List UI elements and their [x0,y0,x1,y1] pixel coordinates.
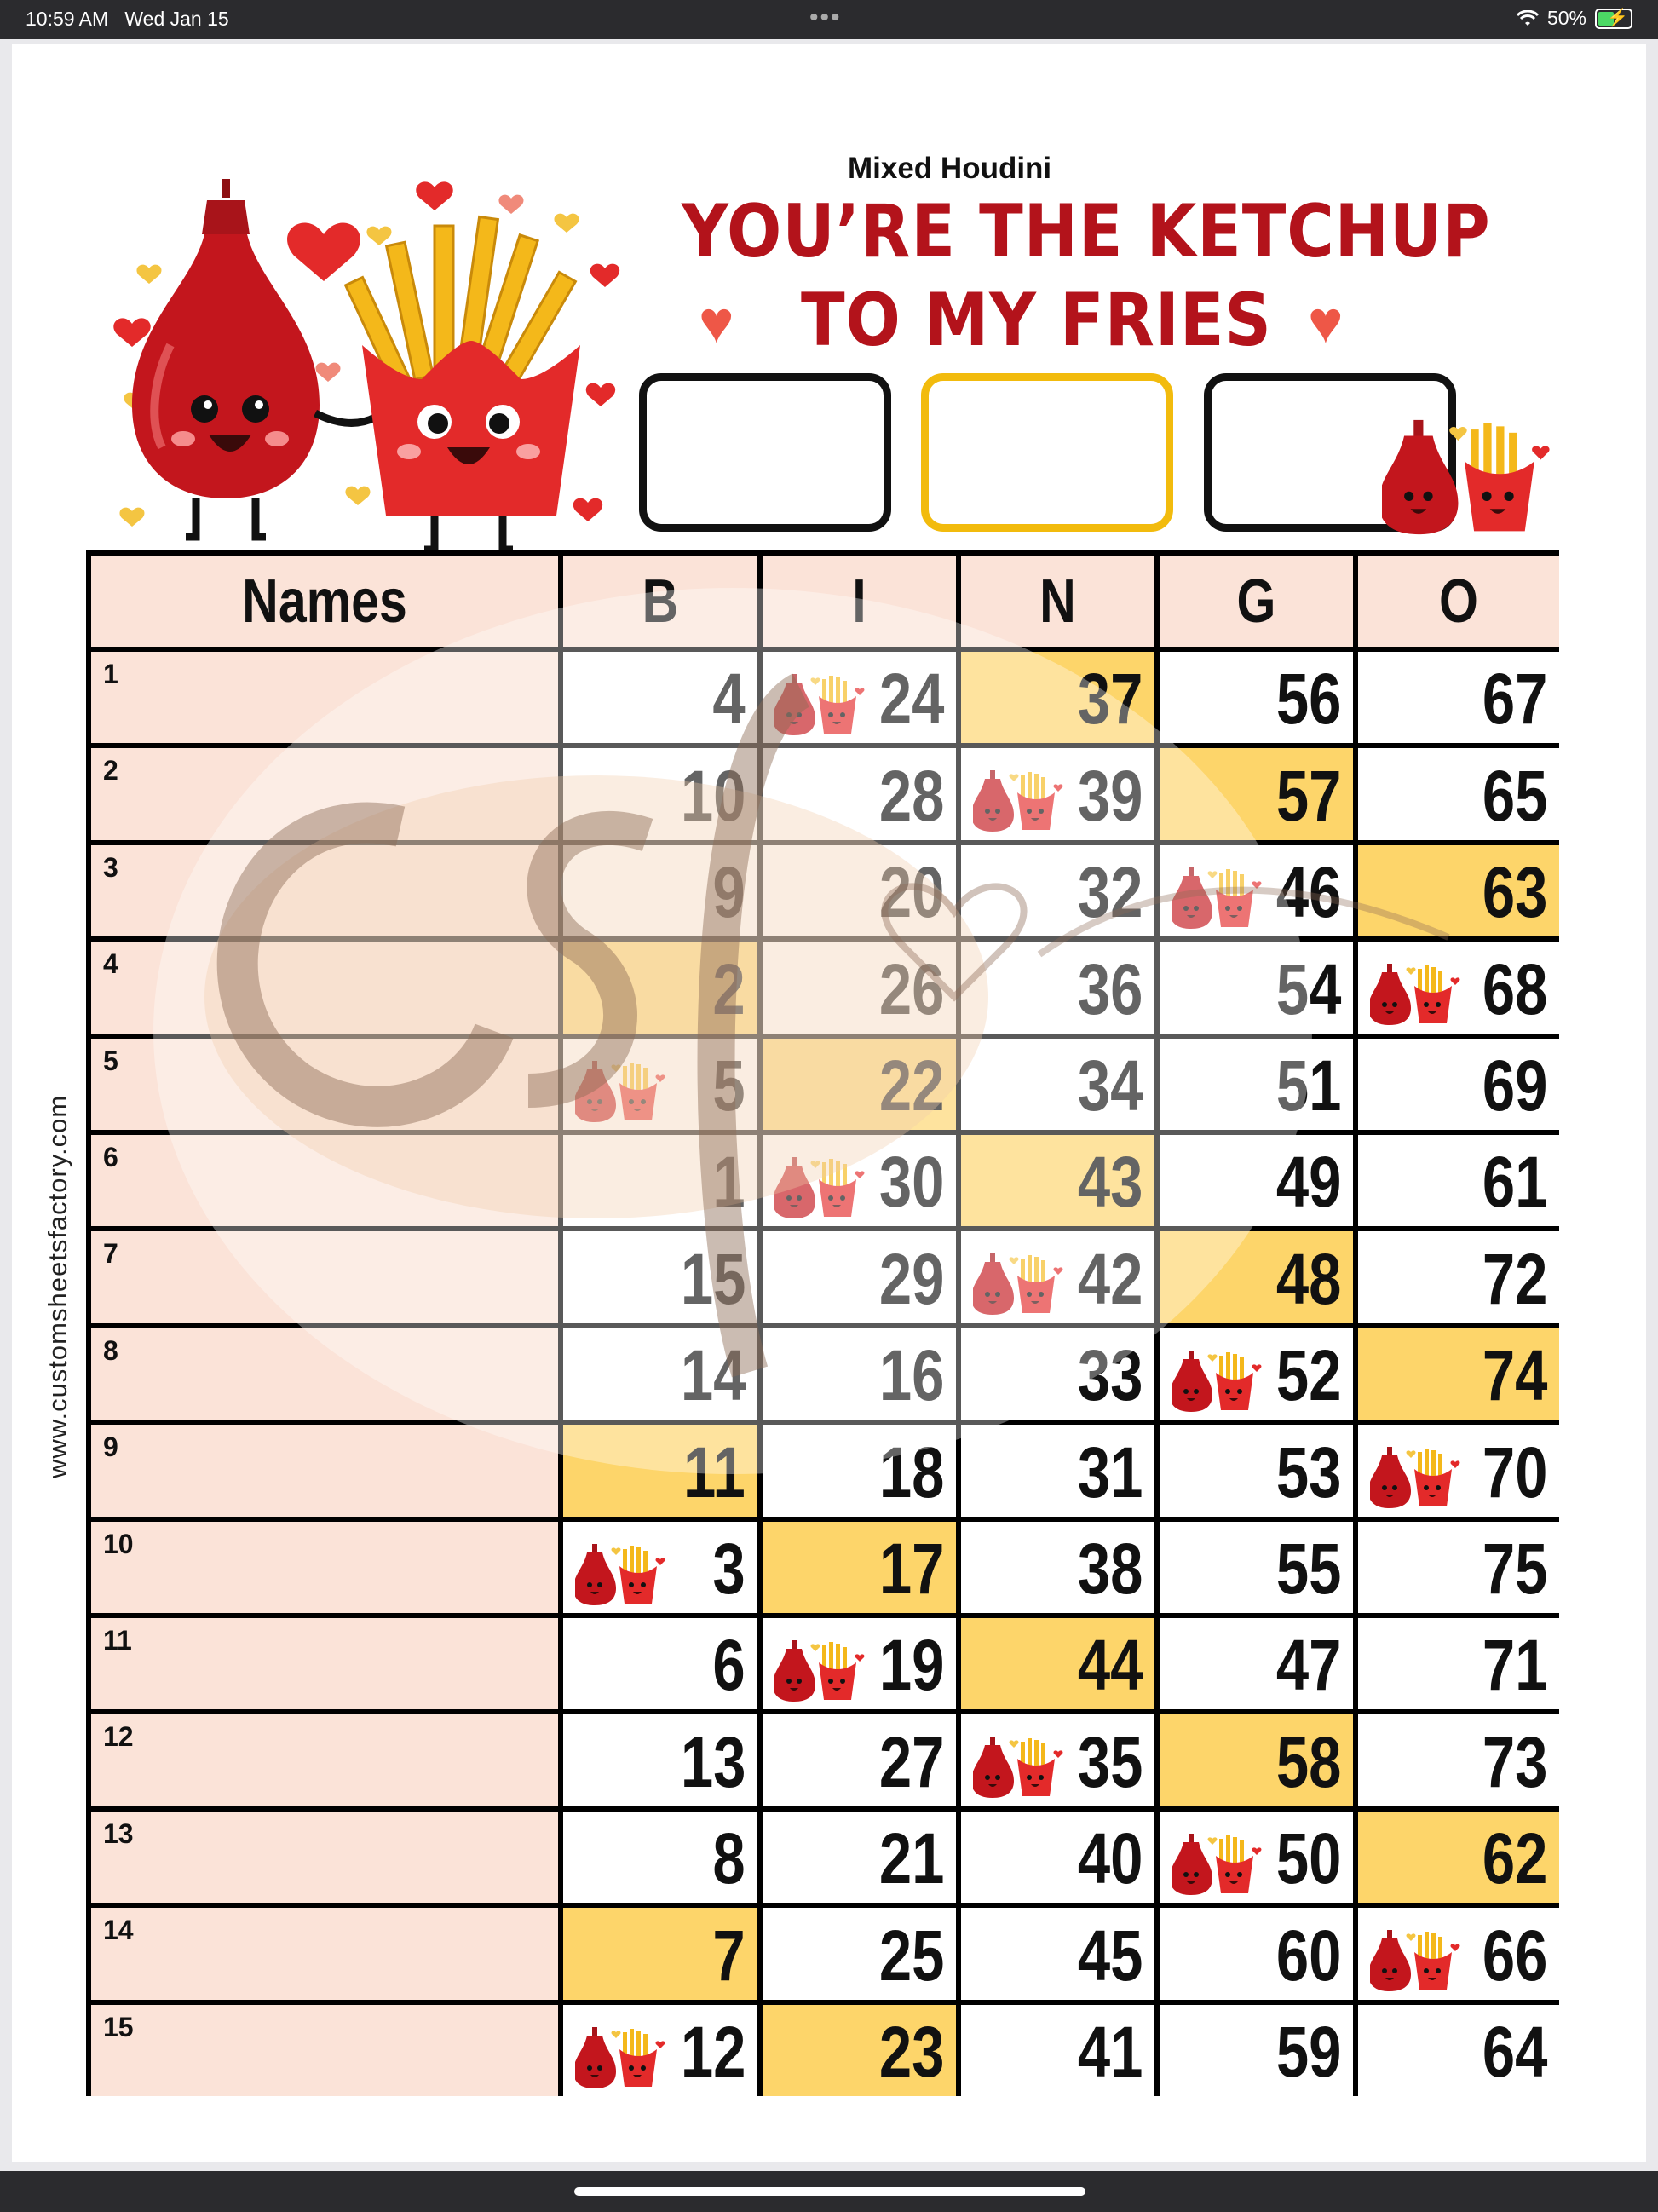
bingo-number: 11 [683,1431,746,1512]
bingo-number: 2 [712,948,746,1029]
bingo-number-cell[interactable] [563,652,757,743]
mini-mascots-icon [1382,409,1557,545]
column-letter: B [642,567,679,636]
bingo-number: 27 [878,1721,944,1802]
bingo-number-cell[interactable] [763,748,956,839]
bingo-number-cell[interactable] [763,942,956,1033]
bingo-number-cell[interactable] [563,1135,757,1226]
row-number: 5 [103,1045,118,1076]
bingo-number-cell[interactable] [563,1522,757,1613]
bingo-number-cell[interactable] [961,1812,1154,1903]
bingo-number: 56 [1275,659,1341,740]
row-number: 1 [103,659,118,689]
bingo-number-cell[interactable] [563,1039,757,1130]
ketchup-fries-icon [1172,866,1265,930]
bingo-number-cell[interactable] [763,1328,956,1420]
name-entry-row[interactable] [91,1908,558,1999]
bingo-number: 40 [1077,1818,1143,1899]
bingo-number-cell[interactable] [563,845,757,936]
bingo-number: 43 [1077,1142,1143,1223]
bingo-number: 69 [1482,1045,1547,1126]
bingo-number-cell[interactable] [961,1135,1154,1226]
name-entry-row[interactable] [91,652,558,743]
bingo-number: 24 [878,659,944,740]
row-number: 6 [103,1142,118,1172]
bingo-number-cell[interactable] [1160,1812,1353,1903]
bingo-number: 46 [1275,852,1341,933]
column-header-i [763,556,956,647]
bingo-number: 22 [878,1045,944,1126]
bingo-number-cell[interactable] [1358,1425,1559,1516]
bingo-number-cell[interactable] [1160,1908,1353,1999]
bingo-number: 9 [712,852,746,933]
bingo-number: 75 [1482,1528,1547,1609]
ketchup-fries-icon [1172,1832,1265,1897]
bingo-number-cell[interactable] [763,1231,956,1322]
bingo-number: 73 [1482,1721,1547,1802]
bingo-number: 26 [878,948,944,1029]
row-number: 13 [103,1817,134,1849]
heart-icon: ♥ [1308,289,1344,355]
bingo-number: 31 [1077,1431,1143,1512]
row-number: 8 [103,1334,118,1366]
bingo-number-cell[interactable] [1160,1618,1353,1709]
bingo-number: 6 [712,1625,746,1706]
bingo-number: 4 [712,659,746,740]
bingo-number: 63 [1482,852,1547,933]
bingo-number-cell[interactable] [763,1425,956,1516]
ketchup-fries-mascots [111,175,639,558]
bingo-number-cell[interactable] [563,942,757,1033]
bingo-number: 5 [712,1045,746,1126]
bingo-number-cell[interactable] [1160,2005,1353,2096]
column-header-g [1160,556,1353,647]
bingo-number: 32 [1077,852,1143,933]
bingo-number-cell[interactable] [1358,748,1559,839]
heart-icon: ♥ [699,289,734,355]
bingo-number-cell[interactable] [1358,1039,1559,1130]
home-indicator[interactable] [574,2187,1085,2196]
bingo-number: 59 [1275,2011,1341,2092]
bingo-number-cell[interactable] [563,1908,757,1999]
bingo-number: 66 [1482,1915,1547,1996]
bingo-number-cell[interactable] [763,1039,956,1130]
bingo-number: 70 [1482,1431,1547,1512]
bingo-number: 36 [1077,948,1143,1029]
bingo-number: 7 [712,1915,746,1996]
bingo-number: 37 [1077,659,1143,740]
bingo-number-cell[interactable] [563,1618,757,1709]
name-entry-row[interactable] [91,845,558,936]
bingo-number-cell[interactable] [1358,845,1559,936]
bingo-number: 52 [1275,1335,1341,1416]
bingo-number: 45 [1077,1915,1143,1996]
bingo-number-cell[interactable] [961,1618,1154,1709]
bingo-number: 3 [712,1528,746,1609]
bingo-number: 20 [878,852,944,933]
ketchup-fries-icon [575,1059,669,1124]
bingo-number: 44 [1077,1625,1143,1706]
column-letter: G [1236,567,1276,636]
column-letter: O [1439,567,1478,636]
bingo-number: 18 [878,1431,944,1512]
bingo-number: 1 [712,1142,746,1223]
bingo-number-cell[interactable] [1160,942,1353,1033]
ketchup-fries-icon [973,1252,1067,1316]
ketchup-fries-icon [774,672,868,737]
bingo-number-cell[interactable] [961,1231,1154,1322]
row-number: 2 [103,755,118,786]
name-entry-row[interactable] [91,1039,558,1130]
name-entry-row[interactable] [91,1425,558,1516]
bingo-number-cell[interactable] [1358,1522,1559,1613]
row-number: 7 [103,1238,118,1270]
bingo-number-cell[interactable] [961,748,1154,839]
bingo-number: 13 [680,1721,746,1802]
bingo-number: 25 [878,1915,944,1996]
bingo-number-cell[interactable] [763,1135,956,1226]
battery-percent: 50% [1546,7,1586,29]
bingo-number: 38 [1077,1528,1143,1609]
bingo-number-cell[interactable] [763,2005,956,2096]
ketchup-fries-icon [1172,1349,1265,1414]
bingo-number: 10 [680,755,746,836]
bingo-number-cell[interactable] [563,1714,757,1806]
bingo-number: 68 [1482,948,1547,1029]
bingo-number-cell[interactable] [1358,1135,1559,1226]
bingo-number-cell[interactable] [1160,652,1353,743]
name-entry-row[interactable] [91,1618,558,1709]
names-header [91,556,558,647]
bingo-number-cell[interactable] [961,942,1154,1033]
status-time-date: 10:59 AM Wed Jan 15 [26,8,229,30]
bingo-number: 65 [1482,755,1547,836]
bingo-number: 33 [1077,1335,1143,1416]
row-number: 9 [103,1431,118,1463]
bingo-number: 21 [878,1818,944,1899]
row-number: 12 [103,1721,134,1753]
bingo-number: 16 [878,1335,944,1416]
bingo-number-cell[interactable] [1160,1522,1353,1613]
bingo-number-cell[interactable] [1160,748,1353,839]
bingo-number-cell[interactable] [1358,942,1559,1033]
bingo-number-cell[interactable] [1160,845,1353,936]
bingo-number: 74 [1482,1335,1547,1416]
name-entry-row[interactable] [91,1714,558,1806]
bingo-number-cell[interactable] [1358,1231,1559,1322]
prize-box-2[interactable] [921,373,1173,532]
bingo-number: 67 [1482,659,1547,740]
bingo-number: 55 [1275,1528,1341,1609]
ketchup-fries-icon [1370,1445,1464,1510]
bingo-number-cell[interactable] [1358,1328,1559,1420]
bingo-number: 48 [1275,1238,1341,1319]
bingo-number-cell[interactable] [1160,1231,1353,1322]
bingo-number-cell[interactable] [1358,1812,1559,1903]
side-url: www.customsheetsfactory.com [43,1094,72,1478]
bingo-number-cell[interactable] [1160,1039,1353,1130]
bingo-number: 60 [1275,1915,1341,1996]
bingo-number: 54 [1275,948,1341,1029]
bingo-number: 35 [1077,1721,1143,1802]
bingo-number: 30 [878,1142,944,1223]
status-right [1517,7,1632,30]
bingo-number: 42 [1077,1238,1143,1319]
name-entry-row[interactable] [91,942,558,1033]
bingo-number-cell[interactable] [563,748,757,839]
battery-icon: ⚡ [1595,9,1632,29]
bingo-number-cell[interactable] [961,1714,1154,1806]
prize-box-1[interactable] [639,373,891,532]
bingo-number: 61 [1482,1142,1547,1223]
ketchup-fries-icon [1370,962,1464,1027]
ketchup-fries-icon [575,2025,669,2090]
status-bar [0,0,1658,39]
bingo-number-cell[interactable] [961,845,1154,936]
bingo-number: 71 [1482,1625,1547,1706]
bingo-number-cell[interactable] [563,1328,757,1420]
row-number: 11 [103,1625,132,1656]
bingo-number-cell[interactable] [563,1812,757,1903]
bingo-number: 12 [680,2011,746,2092]
bingo-number-cell[interactable] [961,1039,1154,1130]
multitask-dots[interactable]: ••• [809,3,842,32]
bingo-number: 41 [1077,2011,1143,2092]
name-entry-row[interactable] [91,1231,558,1322]
bingo-number: 49 [1275,1142,1341,1223]
bingo-number-cell[interactable] [1358,652,1559,743]
column-letter: I [852,567,866,636]
wifi-icon [1517,10,1539,27]
name-entry-row[interactable] [91,748,558,839]
ketchup-fries-icon [973,769,1067,833]
row-number: 4 [103,948,118,980]
bingo-number: 28 [878,755,944,836]
bingo-number-cell[interactable] [1358,1908,1559,1999]
bingo-number: 53 [1275,1431,1341,1512]
bingo-number: 50 [1275,1818,1341,1899]
bingo-number-cell[interactable] [961,652,1154,743]
bingo-number: 17 [878,1528,944,1609]
row-number: 14 [103,1915,134,1946]
title-line-1: YOU’RE THE KETCHUP [682,189,1491,274]
column-header-b [563,556,757,647]
ketchup-fries-icon [575,1542,669,1607]
row-number: 15 [103,2011,134,2042]
ketchup-fries-icon [1370,1928,1464,1993]
bingo-number-cell[interactable] [763,1522,956,1613]
bingo-number-cell[interactable] [961,1425,1154,1516]
column-header-n [961,556,1154,647]
bingo-number-cell[interactable] [961,1328,1154,1420]
bingo-number-cell[interactable] [763,652,956,743]
bingo-grid [86,550,1559,2096]
bingo-number-cell[interactable] [763,1714,956,1806]
bingo-number-cell[interactable] [1160,1425,1353,1516]
bingo-number-cell[interactable] [1160,1714,1353,1806]
bingo-number-cell[interactable] [1160,1328,1353,1420]
ketchup-fries-icon [774,1155,868,1220]
column-header-o [1358,556,1559,647]
game-name: Mixed Houdini [848,152,1052,185]
bingo-number-cell[interactable] [961,1522,1154,1613]
bingo-number-cell[interactable] [1160,1135,1353,1226]
name-entry-row[interactable] [91,1522,558,1613]
bingo-number: 19 [878,1625,944,1706]
bingo-number-cell[interactable] [563,1231,757,1322]
bingo-number-cell[interactable] [563,1425,757,1516]
bingo-number-cell[interactable] [763,1812,956,1903]
bingo-number-cell[interactable] [1358,1714,1559,1806]
ketchup-fries-icon [774,1639,868,1703]
bingo-number: 62 [1482,1818,1547,1899]
bingo-number-cell[interactable] [961,2005,1154,2096]
name-entry-row[interactable] [91,2005,558,2096]
ketchup-fries-icon [973,1735,1067,1800]
bingo-number-cell[interactable] [961,1908,1154,1999]
bingo-number-cell[interactable] [763,1908,956,1999]
bingo-number-cell[interactable] [563,2005,757,2096]
name-entry-row[interactable] [91,1328,558,1420]
bingo-number: 8 [712,1818,746,1899]
bingo-number: 34 [1077,1045,1143,1126]
bingo-number: 58 [1275,1721,1341,1802]
bingo-number-cell[interactable] [763,1618,956,1709]
bingo-number-cell[interactable] [1358,1618,1559,1709]
title-line-2: TO MY FRIES [801,278,1272,363]
name-entry-row[interactable] [91,1812,558,1903]
bingo-number: 29 [878,1238,944,1319]
name-entry-row[interactable] [91,1135,558,1226]
row-number: 3 [103,851,118,883]
bingo-number: 57 [1275,755,1341,836]
bingo-number: 47 [1275,1625,1341,1706]
row-number: 10 [103,1528,134,1559]
column-letter: N [1039,567,1076,636]
bingo-number: 14 [680,1335,746,1416]
bingo-number-cell[interactable] [763,845,956,936]
bingo-number: 72 [1482,1238,1547,1319]
bingo-number: 51 [1275,1045,1341,1126]
names-header-label: Names [242,567,407,636]
bingo-number: 39 [1077,755,1143,836]
bingo-number-cell[interactable] [1358,2005,1559,2096]
bingo-number: 23 [878,2011,944,2092]
bingo-number: 15 [680,1238,746,1319]
bingo-number: 64 [1482,2011,1547,2092]
